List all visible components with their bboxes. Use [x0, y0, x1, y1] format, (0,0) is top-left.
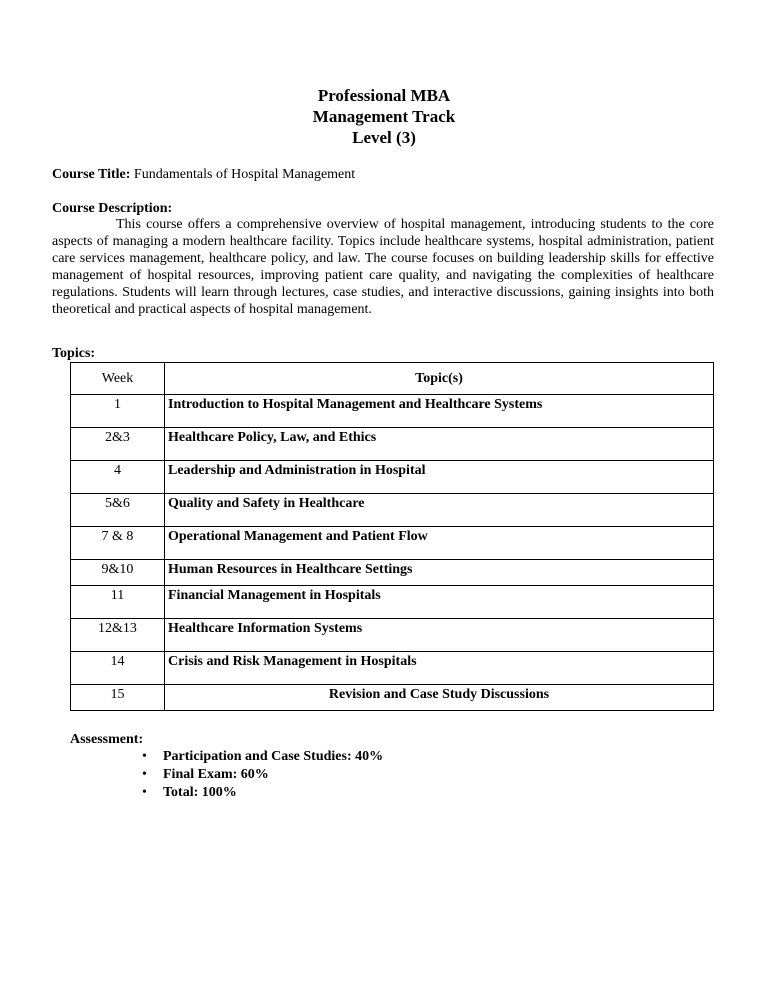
- week-cell: 14: [71, 652, 165, 685]
- week-cell: 7 & 8: [71, 527, 165, 560]
- topic-cell: Operational Management and Patient Flow: [165, 527, 714, 560]
- bullet-icon: •: [142, 785, 147, 800]
- week-cell: 9&10: [71, 560, 165, 586]
- table-row: [71, 586, 714, 619]
- bullet-icon: •: [142, 749, 147, 764]
- level-title: Level (3): [352, 128, 416, 147]
- topic-cell: Healthcare Information Systems: [165, 619, 714, 652]
- document-header: [0, 85, 768, 148]
- table-row: [71, 619, 714, 652]
- list-item: [142, 748, 383, 766]
- table-header-row: [71, 363, 714, 395]
- table-row: [71, 560, 714, 586]
- week-cell: 11: [71, 586, 165, 619]
- topic-cell: Healthcare Policy, Law, and Ethics: [165, 428, 714, 461]
- topic-cell: Quality and Safety in Healthcare: [165, 494, 714, 527]
- course-title-label: Course Title:: [52, 167, 131, 182]
- assessment-item-text: Final Exam: 60%: [163, 767, 269, 782]
- topics-table: [70, 362, 714, 711]
- course-description-text: This course offers a comprehensive overview of hospital management, introducing students to the core aspects of managing a modern healthcare facility. Topics include healthcare systems, hospital administration, patient care services management, healthcare policy, and law. The course focuses on building leadership skills for effective management of hospital resources, improving patient care quality, and navigating the complexities of healthcare regulations. Students will learn through lectures, case studies, and interactive discussions, gaining insights into both theoretical and practical aspects of hospital management.: [52, 217, 714, 318]
- topics-label: Topics:: [52, 346, 96, 361]
- week-column-header: Week: [71, 363, 165, 395]
- table-row: [71, 494, 714, 527]
- week-cell: 2&3: [71, 428, 165, 461]
- table-row: [71, 685, 714, 711]
- assessment-list: [142, 748, 383, 802]
- topic-cell: Human Resources in Healthcare Settings: [165, 560, 714, 586]
- table-row: [71, 652, 714, 685]
- course-title-line: [52, 166, 355, 183]
- bullet-icon: •: [142, 767, 147, 782]
- week-cell: 4: [71, 461, 165, 494]
- assessment-item-text: Total: 100%: [163, 785, 237, 800]
- topic-cell: Introduction to Hospital Management and Healthcare Systems: [165, 395, 714, 428]
- assessment-label: Assessment:: [70, 732, 144, 747]
- week-cell: 5&6: [71, 494, 165, 527]
- program-title: Professional MBA: [317, 86, 451, 105]
- week-cell: 1: [71, 395, 165, 428]
- week-cell: 12&13: [71, 619, 165, 652]
- assessment-item-text: Participation and Case Studies: 40%: [163, 749, 384, 764]
- table-row: [71, 461, 714, 494]
- course-title-value: Fundamentals of Hospital Management: [133, 167, 356, 182]
- table-row: [71, 395, 714, 428]
- list-item: [142, 784, 383, 802]
- topic-cell: Financial Management in Hospitals: [165, 586, 714, 619]
- track-title: Management Track: [312, 107, 456, 126]
- topic-cell: Crisis and Risk Management in Hospitals: [165, 652, 714, 685]
- week-cell: 15: [71, 685, 165, 711]
- topic-cell: Leadership and Administration in Hospital: [165, 461, 714, 494]
- topic-cell: Revision and Case Study Discussions: [165, 685, 714, 711]
- table-row: [71, 527, 714, 560]
- topic-column-header: Topic(s): [165, 363, 714, 395]
- list-item: [142, 766, 383, 784]
- course-description-label: Course Description:: [52, 201, 173, 216]
- table-row: [71, 428, 714, 461]
